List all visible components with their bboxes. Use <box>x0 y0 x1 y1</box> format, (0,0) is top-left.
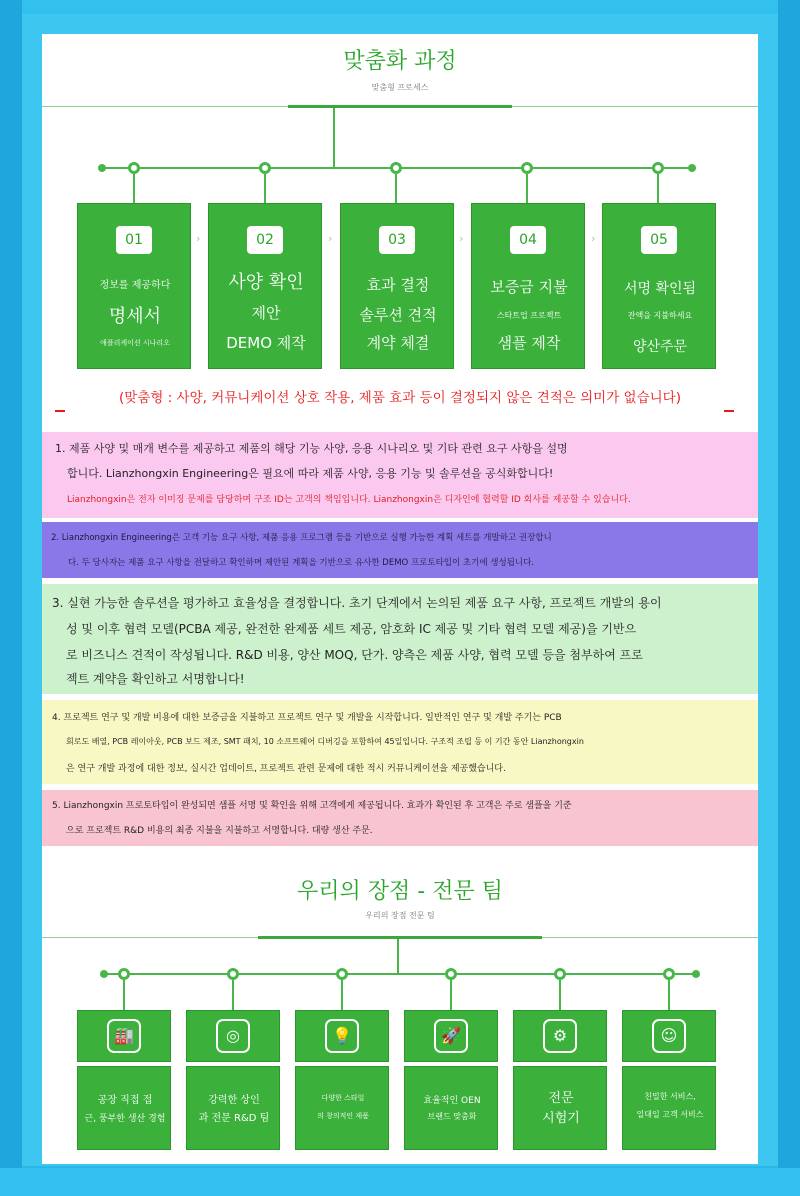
tree-node <box>336 968 348 980</box>
step-line: 솔루션 견적 <box>359 306 437 324</box>
tree-trunk <box>333 108 335 168</box>
step-line: 정보를 제공하다 <box>99 280 171 291</box>
advantage-icon-box <box>77 1010 171 1062</box>
tree-trunk <box>397 939 399 975</box>
info-band-4 <box>42 700 758 784</box>
tree-node <box>521 162 533 174</box>
band-text: 합니다. Lianzhongxin Engineering은 필요에 따라 제품 사양, 응용 기능 및 솔루션을 공식화합니다! <box>67 467 554 480</box>
tree-connector <box>668 980 670 1010</box>
info-band-3 <box>42 584 758 694</box>
advantage-line: 공장 직접 접 <box>97 1095 153 1106</box>
band-text: 2. Lianzhongxin Engineering은 고객 기능 요구 사항, 제품 응용 프로그램 등을 기반으로 실행 가능한 계획 세트를 개발하고 권장합니 <box>51 533 552 543</box>
tree-connector <box>133 174 135 204</box>
advantage-icon-box <box>622 1010 716 1062</box>
step-number: 03 <box>379 226 415 254</box>
process-step-1 <box>77 203 191 369</box>
step-arrow: › <box>328 232 333 245</box>
step-line: DEMO 제작 <box>226 334 306 352</box>
tree-node <box>259 162 271 174</box>
tree-connector <box>657 174 659 204</box>
step-line: 제안 <box>251 304 281 322</box>
process-step-3 <box>340 203 454 369</box>
tree-node <box>118 968 130 980</box>
title-underline <box>288 105 512 108</box>
tree-connector <box>395 174 397 204</box>
tree-connector <box>264 174 266 204</box>
branch-end-dot <box>688 164 696 172</box>
tree-node <box>128 162 140 174</box>
step-number: 04 <box>510 226 546 254</box>
frame-left <box>0 0 22 1196</box>
step-arrow: › <box>459 232 464 245</box>
band-text: 다. 두 당사자는 제품 요구 사항을 전달하고 확인하며 제안된 계획을 기반으로 유사한 DEMO 프로토타입이 초기에 생성됩니다. <box>68 558 535 568</box>
step-number: 02 <box>247 226 283 254</box>
warning-dash <box>55 410 65 412</box>
section-title-advantages: 우리의 장점 - 전문 팀 <box>297 879 503 904</box>
step-line: 보증금 지불 <box>490 278 568 296</box>
advantage-line: 강력한 상인 <box>208 1095 260 1106</box>
frame-right <box>778 0 800 1196</box>
band-text: 로 비즈니스 견적이 작성됩니다. R&D 비용, 양산 MOQ, 단가. 양측은 제품 사양, 협력 모델 등을 첨부하여 프로 <box>66 648 643 662</box>
step-line: 애플리케이션 시나리오 <box>100 339 170 347</box>
advantage-line: 전문 <box>548 1091 574 1106</box>
branch-end-dot <box>692 970 700 978</box>
step-line: 명세서 <box>108 306 162 327</box>
step-number: 01 <box>116 226 152 254</box>
warning-dash <box>724 410 734 412</box>
advantage-line: 시험기 <box>542 1111 580 1126</box>
award-icon: ◎ <box>216 1019 250 1053</box>
step-number: 05 <box>641 226 677 254</box>
step-line: 잔액을 지불하세요 <box>627 311 693 320</box>
factory-icon: 🏭 <box>107 1019 141 1053</box>
lightbulb-icon: 💡 <box>325 1019 359 1053</box>
tree-connector <box>341 980 343 1010</box>
step-line: 양산주문 <box>632 339 688 355</box>
warning-note: (맞춤형 : 사양, 커뮤니케이션 상호 작용, 제품 효과 등이 결정되지 않은 견적은 의미가 없습니다) <box>119 390 681 406</box>
step-line: 효과 결정 <box>366 276 430 294</box>
advantage-line: 과 전문 R&D 팀 <box>198 1113 270 1124</box>
branch-end-dot <box>100 970 108 978</box>
info-band-2 <box>42 522 758 578</box>
section-title-process: 맞춤화 과정 <box>343 49 457 74</box>
tree-node <box>445 968 457 980</box>
band-text: 회로도 배열, PCB 레이아웃, PCB 보드 제조, SMT 패치, 10 소프트웨어 디버깅을 포함하여 45일입니다. 구조적 조립 등 이 기간 동안 Lianzhongxin <box>66 737 584 746</box>
band-text: Lianzhongxin은 전자 이미징 문제를 담당하며 구조 ID는 고객의 책임입니다. Lianzhongxin은 디자인에 협력할 ID 회사를 제공할 수 있습니다. <box>67 495 631 505</box>
band-text: 성 및 이후 협력 모델(PCBA 제공, 완전한 완제품 세트 제공, 암호화 IC 제공 및 기타 협력 모델 제공)을 기반으 <box>66 622 637 636</box>
section-subtitle-advantages: 우리의 장점 전문 팀 <box>365 911 435 920</box>
band-text: 5. Lianzhongxin 프로토타입이 완성되면 샘플 서명 및 확인을 위해 고객에게 제공됩니다. 효과가 확인된 후 고객은 주로 샘플을 기준 <box>52 801 572 811</box>
step-line: 스타트업 프로젝트 <box>496 311 562 320</box>
process-step-4 <box>471 203 585 369</box>
advantage-card-3 <box>295 1066 389 1150</box>
advantage-line: 의 창의적인 제품 <box>317 1112 369 1120</box>
band-text: 3. 실현 가능한 솔루션을 평가하고 효율성을 결정합니다. 초기 단계에서 논의된 제품 요구 사항, 프로젝트 개발의 용이 <box>52 596 662 610</box>
advantage-card-4 <box>404 1066 498 1150</box>
process-step-5 <box>602 203 716 369</box>
support-icon: ☺ <box>652 1019 686 1053</box>
step-line: 계약 체결 <box>366 334 430 352</box>
tree-branch-line <box>104 973 696 975</box>
tree-node <box>652 162 664 174</box>
tree-connector <box>559 980 561 1010</box>
advantage-icon-box <box>404 1010 498 1062</box>
step-line: 샘플 제작 <box>497 334 561 352</box>
band-text: 은 연구 개발 과정에 대한 정보, 실시간 업데이트, 프로젝트 관련 문제에 대한 적시 커뮤니케이션을 제공했습니다. <box>66 764 506 774</box>
step-arrow: › <box>196 232 201 245</box>
band-text: 1. 제품 사양 및 매개 변수를 제공하고 제품의 해당 기능 사양, 응용 시나리오 및 기타 관련 요구 사항을 설명 <box>55 442 568 455</box>
advantage-card-5 <box>513 1066 607 1150</box>
title-underline <box>258 936 542 939</box>
advantage-icon-box <box>513 1010 607 1062</box>
step-line: 사양 확인 <box>228 272 304 293</box>
tree-node <box>663 968 675 980</box>
process-step-2 <box>208 203 322 369</box>
branch-end-dot <box>98 164 106 172</box>
advantage-line: 다양한 스타일 <box>321 1094 365 1102</box>
info-band-1 <box>42 432 758 518</box>
step-line: 서명 확인됨 <box>623 281 697 297</box>
band-text: 젝트 계약을 확인하고 서명합니다! <box>66 672 245 686</box>
tree-connector <box>450 980 452 1010</box>
tree-connector <box>526 174 528 204</box>
tree-node <box>227 968 239 980</box>
tree-node <box>390 162 402 174</box>
advantage-card-2 <box>186 1066 280 1150</box>
band-text: 4. 프로젝트 연구 및 개발 비용에 대한 보증금을 지불하고 프로젝트 연구 및 개발을 시작합니다. 일반적인 연구 및 개발 주기는 PCB <box>52 713 562 723</box>
frame-bottom <box>0 1168 800 1196</box>
band-text: 으로 프로젝트 R&D 비용의 최종 지불을 지불하고 서명합니다. 대량 생산 주문. <box>66 826 373 836</box>
robot-arm-icon: ⚙ <box>543 1019 577 1053</box>
advantage-line: 브랜드 맞춤화 <box>427 1112 477 1121</box>
tree-node <box>554 968 566 980</box>
section-subtitle-process: 맞춤형 프로세스 <box>371 83 429 92</box>
advantage-card-1 <box>77 1066 171 1150</box>
advantage-card-6 <box>622 1066 716 1150</box>
advantage-line: 일대일 고객 서비스 <box>636 1110 704 1119</box>
step-arrow: › <box>591 232 596 245</box>
rocket-icon: 🚀 <box>434 1019 468 1053</box>
info-band-5 <box>42 790 758 846</box>
advantage-icon-box <box>295 1010 389 1062</box>
advantage-icon-box <box>186 1010 280 1062</box>
tree-connector <box>123 980 125 1010</box>
tree-connector <box>232 980 234 1010</box>
advantage-line: 효율적인 OEN <box>423 1096 481 1106</box>
advantage-line: 근, 풍부한 생산 경험 <box>84 1114 166 1124</box>
advantage-line: 친밀한 서비스, <box>644 1092 696 1101</box>
